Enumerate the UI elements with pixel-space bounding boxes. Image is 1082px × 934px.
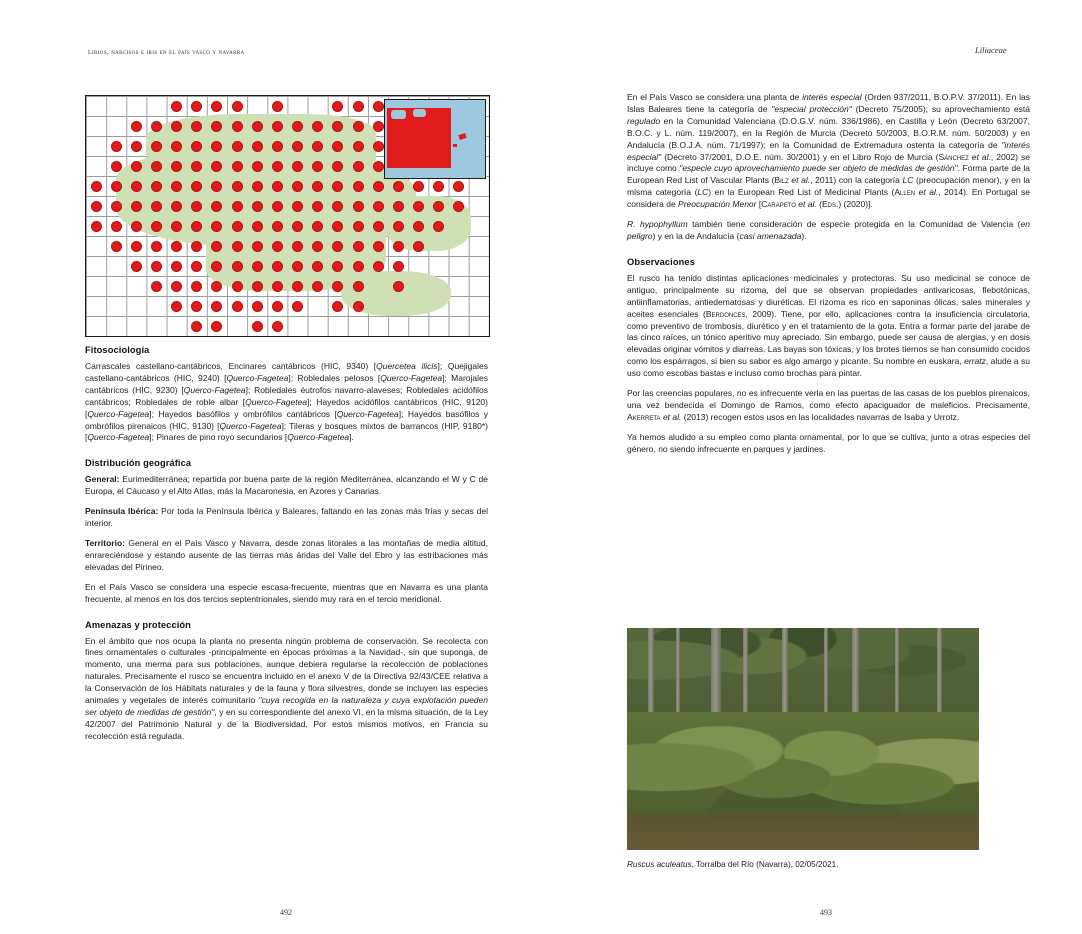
map-occurrence-dot xyxy=(191,181,202,192)
map-occurrence-dot xyxy=(353,261,364,272)
map-occurrence-dot xyxy=(151,221,162,232)
map-occurrence-dot xyxy=(312,261,323,272)
map-occurrence-dot xyxy=(191,141,202,152)
right-column-text xyxy=(627,92,1030,470)
photo-caption: Ruscus aculeatus, Torralba del Río (Navarra), 02/05/2021. xyxy=(627,860,839,869)
section-observaciones xyxy=(627,257,1030,456)
map-occurrence-dot xyxy=(373,161,384,172)
map-occurrence-dot xyxy=(211,201,222,212)
map-occurrence-dot xyxy=(353,101,364,112)
map-occurrence-dot xyxy=(332,141,343,152)
map-occurrence-dot xyxy=(151,261,162,272)
map-occurrence-dot xyxy=(292,221,303,232)
map-occurrence-dot xyxy=(111,201,122,212)
map-occurrence-dot xyxy=(353,161,364,172)
map-occurrence-dot xyxy=(171,201,182,212)
map-occurrence-dot xyxy=(332,161,343,172)
map-occurrence-dot xyxy=(111,241,122,252)
map-occurrence-dot xyxy=(373,261,384,272)
map-occurrence-dot xyxy=(211,161,222,172)
map-occurrence-dot xyxy=(151,201,162,212)
map-occurrence-dot xyxy=(191,281,202,292)
running-head-left: lirios, narcisos e iris en el país vasco y navarra xyxy=(88,46,245,56)
map-occurrence-dot xyxy=(332,221,343,232)
section-heading: Fitosociología xyxy=(85,345,150,355)
map-occurrence-dot xyxy=(252,281,263,292)
map-occurrence-dot xyxy=(232,281,243,292)
map-occurrence-dot xyxy=(232,141,243,152)
map-occurrence-dot xyxy=(211,221,222,232)
map-occurrence-dot xyxy=(171,221,182,232)
page-number-left: 492 xyxy=(280,908,292,917)
map-occurrence-dot xyxy=(171,141,182,152)
map-occurrence-dot xyxy=(232,301,243,312)
map-occurrence-dot xyxy=(232,101,243,112)
section-heading: Observaciones xyxy=(627,256,695,267)
map-occurrence-dot xyxy=(373,241,384,252)
map-occurrence-dot xyxy=(272,161,283,172)
running-head-right: Liliaceae xyxy=(975,45,1007,55)
map-occurrence-dot xyxy=(191,101,202,112)
map-occurrence-dot xyxy=(171,101,182,112)
map-occurrence-dot xyxy=(353,141,364,152)
map-occurrence-dot xyxy=(332,101,343,112)
map-occurrence-dot xyxy=(292,241,303,252)
paragraph: Ya hemos aludido a su empleo como planta ornamental, por lo que se cultiva, junto a otras especies del género, no siendo infrecuente en parques y jardines. xyxy=(627,431,1030,454)
paragraph: En el País Vasco se considera una planta de interés especial (Orden 937/2011, B.O.P.V. 37/2011). En las Islas Baleares tiene la categoría de "especial protección" (Decreto 75/2005); su aprovechamiento está regulado en la Comunidad Valenciana (D.O.G.V. núm. 336/1986), en Castilla y León (Decreto 63/2007, B.O.C. y L. núm. 119/2007), en la Región de Murcia (Decreto 50/2003, B.O.R.M. núm. 50/2003) y en Andalucía (B.O.J.A. núm. 71/1997); en la Comunidad de Extremadura ostenta la categoría de "interés especial" (Decreto 37/2001, D.O.E. núm. 30/2001) y en el Libro Rojo de Murcia (Sánchez et al., 2002) se incluye como "especie cuyo aprovechamiento puede ser objeto de medidas de gestión". Forma parte de la European Red List of Vascular Plants (Bilz et al., 2011) con la categoría LC (preocupación menor), y en la misma categoría (LC) en la European Red List of Medicinal Plants (Allen et al., 2014). En Portugal se considera de Preocupación Menor [Carapeto et al. (Eds.) (2020)]. xyxy=(627,92,1030,210)
map-occurrence-dot xyxy=(312,141,323,152)
map-occurrence-dot xyxy=(252,301,263,312)
map-occurrence-dot xyxy=(131,121,142,132)
paragraph: En el ámbito que nos ocupa la planta no presenta ningún problema de conservación. Se recolecta con fines ornamentales o culturales -principalmente en épocas próximas a la Navidad-, sin que suponga, de momento, una merma para sus poblaciones, aunque debiera regularse la recolección de poblaciones naturales. Precisamente el rusco se encuentra incluido en el anexo V de la Directiva 92/43/CEE relativa a la Conservación de los Hábitats naturales y de la fauna y flora silvestres, donde se incluyen las especies animales y vegetales de interés comunitario "cuya recogida en la naturaleza y cuya explotación pueden ser objeto de medidas de gestión", y en su correspondiente del anexo VI, en la misma situación, de la Ley 42/2007 del Patrimonio Natural y de la Biodiversidad. Por estos mismos motivos, en Francia su recolección está regulada. xyxy=(85,635,488,741)
map-occurrence-dot xyxy=(171,121,182,132)
map-occurrence-dot xyxy=(211,141,222,152)
map-occurrence-dot xyxy=(191,221,202,232)
map-occurrence-dot xyxy=(232,201,243,212)
map-occurrence-dot xyxy=(191,161,202,172)
map-occurrence-dot xyxy=(453,181,464,192)
map-occurrence-dot xyxy=(393,201,404,212)
map-occurrence-dot xyxy=(131,181,142,192)
map-occurrence-dot xyxy=(232,241,243,252)
map-occurrence-dot xyxy=(312,121,323,132)
map-occurrence-dot xyxy=(332,241,343,252)
map-occurrence-dot xyxy=(232,261,243,272)
paragraph: Península Ibérica: Por toda la Península Ibérica y Baleares, faltando en las zonas más frías y secas del interior. xyxy=(85,506,488,529)
map-occurrence-dot xyxy=(272,221,283,232)
map-occurrence-dot xyxy=(211,101,222,112)
map-occurrence-dot xyxy=(91,221,102,232)
inset-sea-notch xyxy=(391,110,406,119)
left-column-text xyxy=(85,345,488,757)
map-occurrence-dot xyxy=(151,121,162,132)
map-occurrence-dot xyxy=(151,281,162,292)
paragraph: R. hypophyllum también tiene consideración de especie protegida en la Comunidad de Valencia (en peligro) y en la de Andalucía (casi amenazada). xyxy=(627,219,1030,241)
map-occurrence-dot xyxy=(353,281,364,292)
map-occurrence-dot xyxy=(211,181,222,192)
map-occurrence-dot xyxy=(131,261,142,272)
map-occurrence-dot xyxy=(232,181,243,192)
section-heading: Distribución geográfica xyxy=(85,458,192,469)
map-occurrence-dot xyxy=(272,141,283,152)
map-occurrence-dot xyxy=(373,181,384,192)
map-occurrence-dot xyxy=(312,241,323,252)
map-occurrence-dot xyxy=(272,101,283,112)
map-occurrence-dot xyxy=(252,201,263,212)
map-occurrence-dot xyxy=(373,221,384,232)
map-occurrence-dot xyxy=(312,181,323,192)
section-amenazas-y-proteccion xyxy=(85,620,488,743)
map-occurrence-dot xyxy=(433,181,444,192)
habitat-photograph xyxy=(627,628,979,850)
paragraph: General: Eurimediterránea; repartida por buena parte de la región Mediterránea, alcanzando el W y C de Europa, el Cáucaso y el Alto Atlas, más la Macaronesia, en Azores y Canarias. xyxy=(85,474,488,497)
map-occurrence-dot xyxy=(393,281,404,292)
map-occurrence-dot xyxy=(232,121,243,132)
map-occurrence-dot xyxy=(312,161,323,172)
map-occurrence-dot xyxy=(332,181,343,192)
map-occurrence-dot xyxy=(353,201,364,212)
map-occurrence-dot xyxy=(211,261,222,272)
inset-sea-notch xyxy=(413,109,426,117)
map-occurrence-dot xyxy=(211,121,222,132)
map-occurrence-dot xyxy=(252,221,263,232)
map-occurrence-dot xyxy=(393,241,404,252)
inset-iberia-map xyxy=(384,99,486,179)
inset-balearic-island xyxy=(453,144,457,147)
paragraph: En el País Vasco se considera una especie escasa-frecuente, mientras que en Navarra es una planta frecuente, al menos en los dos tercios septentrionales, siendo muy rara en el tercio meridional. xyxy=(85,581,488,604)
map-occurrence-dot xyxy=(151,141,162,152)
caption-species-name: Ruscus aculeatus xyxy=(627,860,692,869)
map-occurrence-dot xyxy=(292,141,303,152)
section-distribucion-geografica xyxy=(85,458,488,605)
map-occurrence-dot xyxy=(453,201,464,212)
map-occurrence-dot xyxy=(353,181,364,192)
map-occurrence-dot xyxy=(393,181,404,192)
map-occurrence-dot xyxy=(232,161,243,172)
map-occurrence-dot xyxy=(292,121,303,132)
map-occurrence-dot xyxy=(292,201,303,212)
map-occurrence-dot xyxy=(373,101,384,112)
map-occurrence-dot xyxy=(111,181,122,192)
map-occurrence-dot xyxy=(91,201,102,212)
map-occurrence-dot xyxy=(272,121,283,132)
map-occurrence-dot xyxy=(272,281,283,292)
map-occurrence-dot xyxy=(312,221,323,232)
map-occurrence-dot xyxy=(151,241,162,252)
map-occurrence-dot xyxy=(353,121,364,132)
map-occurrence-dot xyxy=(171,261,182,272)
map-occurrence-dot xyxy=(131,201,142,212)
map-occurrence-dot xyxy=(151,181,162,192)
map-occurrence-dot xyxy=(332,261,343,272)
map-occurrence-dot xyxy=(111,161,122,172)
map-occurrence-dot xyxy=(211,301,222,312)
map-occurrence-dot xyxy=(252,141,263,152)
map-occurrence-dot xyxy=(393,221,404,232)
map-occurrence-dot xyxy=(131,141,142,152)
map-occurrence-dot xyxy=(292,161,303,172)
map-occurrence-dot xyxy=(211,241,222,252)
map-occurrence-dot xyxy=(111,221,122,232)
inset-balearic-island xyxy=(447,148,450,151)
map-occurrence-dot xyxy=(171,161,182,172)
map-occurrence-dot xyxy=(252,321,263,332)
photo-tree-trunk xyxy=(895,628,900,726)
paragraph: Carrascales castellano-cantábricos, Encinares cantábricos (HIC, 9340) [Quercetea ilicis]; Quejigales castellano-cantábricos (HIC, 9240) [Querco-Fagetea]; Robledales pelosos [Querco-Fagetea]; Marojales cantábricos (HIC, 9230) [Querco-Fagetea]; Robledales éutrofos navarro-alaveses; Robledales acidófilos cantábricos; Robledales de roble albar [Querco-Fagetea]; Hayedos acidófilos cantábricos (HIC, 9120) [Querco-Fagetea]; Hayedos basófilos y ombrófilos cantábricos [Querco-Fagetea]; Hayedos basófilos y ombrófilos pirenaicos (HIC, 9130) [Querco-Fagetea]; Tileras y bosques mixtos de barrancos (HIP, 9180*) [Querco-Fagetea]; Pinares de pino royo secundarios [Querco-Fagetea]. xyxy=(85,361,489,443)
map-occurrence-dot xyxy=(191,261,202,272)
distribution-map xyxy=(85,95,490,337)
map-occurrence-dot xyxy=(272,261,283,272)
map-occurrence-dot xyxy=(252,261,263,272)
map-occurrence-dot xyxy=(191,121,202,132)
map-occurrence-dot xyxy=(191,241,202,252)
map-occurrence-dot xyxy=(171,181,182,192)
map-occurrence-dot xyxy=(211,281,222,292)
map-occurrence-dot xyxy=(332,121,343,132)
map-occurrence-dot xyxy=(272,301,283,312)
map-occurrence-dot xyxy=(353,221,364,232)
map-occurrence-dot xyxy=(272,201,283,212)
map-occurrence-dot xyxy=(191,321,202,332)
map-occurrence-dot xyxy=(312,201,323,212)
map-occurrence-dot xyxy=(332,201,343,212)
paragraph: Territorio: General en el País Vasco y Navarra, desde zonas litorales a las montañas de media altitud, enrareciéndose y estando ausente de las tierras más áridas del Valle del Ebro y las estribaciones más elevadas del Pirineo. xyxy=(85,537,488,572)
paragraph: El rusco ha tenido distintas aplicaciones medicinales y protectoras. Su uso medicinal se conoce de antiguo, principalmente su rizoma, del que se observan propiedades antivaricosas, flebotónicas, antiinflamatorias, antiedematosas y diuréticas. El rizoma es rico en saponinas ólicas, sales minerales y aceites esenciales (Berdonces, 2009). Tiene, por ello, aplicaciones contra la insuficiencia circulatoria, como preventivo de trombosis, diurético y en el tratamiento de la gota. Entra a formar parte del jarabe de las cinco raíces, un tónico aperitivo muy apreciado. Sin embargo, puede ser causa de alergias, y en dosis elevadas originar vómitos y diarreas. Las bayas son tóxicas, y los brotes tiernos se han consumido cocidos como los espárragos, si bien su sabor es algo amargo y picante. Su nombre en euskara, erratz, alude a su uso como escobas bastas e incluso como brochas para pintar. xyxy=(627,272,1031,379)
map-occurrence-dot xyxy=(393,261,404,272)
map-occurrence-dot xyxy=(111,141,122,152)
map-occurrence-dot xyxy=(252,121,263,132)
map-occurrence-dot xyxy=(292,181,303,192)
map-occurrence-dot xyxy=(373,121,384,132)
map-occurrence-dot xyxy=(292,281,303,292)
map-occurrence-dot xyxy=(232,221,243,232)
map-occurrence-dot xyxy=(332,301,343,312)
map-occurrence-dot xyxy=(312,281,323,292)
map-occurrence-dot xyxy=(332,281,343,292)
map-occurrence-dot xyxy=(373,141,384,152)
map-occurrence-dot xyxy=(171,301,182,312)
map-occurrence-dot xyxy=(433,201,444,212)
map-occurrence-dot xyxy=(252,241,263,252)
page-number-right: 493 xyxy=(820,908,832,917)
map-occurrence-dot xyxy=(373,201,384,212)
section-heading: Amenazas y protección xyxy=(85,619,191,630)
map-occurrence-dot xyxy=(353,241,364,252)
map-occurrence-dot xyxy=(272,181,283,192)
map-occurrence-dot xyxy=(413,221,424,232)
map-occurrence-dot xyxy=(272,321,283,332)
map-occurrence-dot xyxy=(151,161,162,172)
map-occurrence-dot xyxy=(272,241,283,252)
map-occurrence-dot xyxy=(252,181,263,192)
map-occurrence-dot xyxy=(131,241,142,252)
map-occurrence-dot xyxy=(252,161,263,172)
map-occurrence-dot xyxy=(131,161,142,172)
inset-balearic-island xyxy=(458,133,466,140)
map-occurrence-dot xyxy=(211,321,222,332)
map-occurrence-dot xyxy=(91,181,102,192)
paragraph: Por las creencias populares, no es infrecuente verla en las puertas de las casas de los pueblos pirenaicos, una vez bendecida el Domingo de Ramos, como efecto apaciguador de maleficios. Precisamente, Akerreta et al. (2013) recogen estos usos en las localidades navarras de Isaba y Urrotz. xyxy=(627,388,1030,422)
map-occurrence-dot xyxy=(413,201,424,212)
photo-leaf-litter xyxy=(627,814,979,850)
map-occurrence-dot xyxy=(131,221,142,232)
map-occurrence-dot xyxy=(191,201,202,212)
map-occurrence-dot xyxy=(171,241,182,252)
map-occurrence-dot xyxy=(171,281,182,292)
map-occurrence-dot xyxy=(413,241,424,252)
map-occurrence-dot xyxy=(413,181,424,192)
section-fitosociologia xyxy=(85,345,488,444)
map-occurrence-dot xyxy=(353,301,364,312)
map-occurrence-dot xyxy=(433,221,444,232)
map-occurrence-dot xyxy=(292,261,303,272)
map-occurrence-dot xyxy=(292,301,303,312)
map-occurrence-dot xyxy=(191,301,202,312)
